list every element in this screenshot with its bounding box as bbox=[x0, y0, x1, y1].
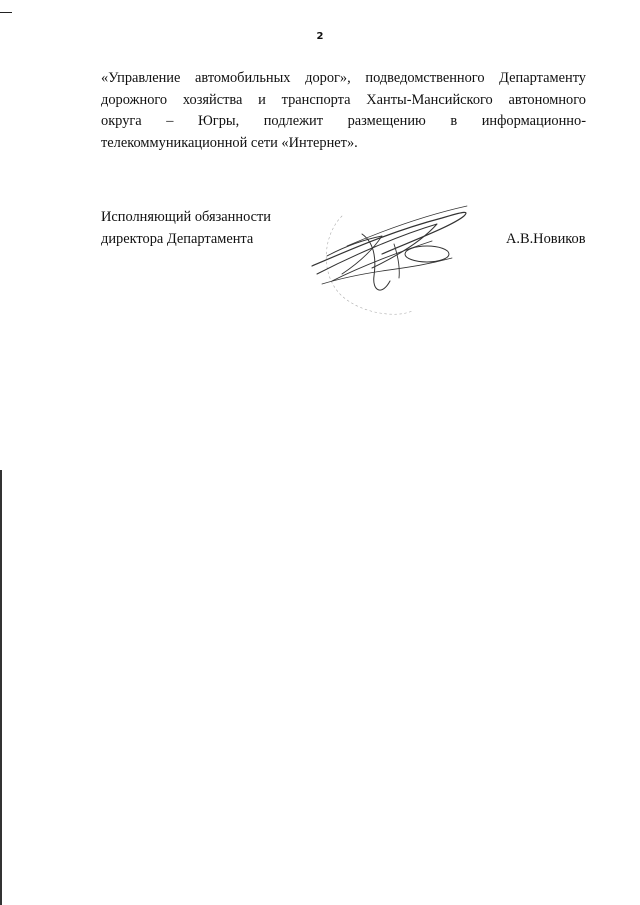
body-paragraph bbox=[101, 68, 586, 154]
handwritten-signature bbox=[302, 196, 482, 322]
body-line: телекоммуникационной сети «Интернет». bbox=[101, 134, 358, 151]
signer-position bbox=[101, 207, 271, 250]
signer-position-line: Исполняющий обязанности bbox=[101, 209, 272, 225]
body-line: «Управление автомобильных дорог», подведомственного Департаменту bbox=[101, 70, 586, 86]
scan-margin-line bbox=[0, 470, 2, 905]
scan-edge-mark bbox=[0, 12, 12, 13]
body-line: округа – Югры, подлежит размещению в информационно- bbox=[101, 113, 586, 129]
page-number: 2 bbox=[316, 31, 324, 42]
signer-name: А.В.Новиков bbox=[506, 231, 586, 247]
body-line: дорожного хозяйства и транспорта Ханты-Мансийского автономного bbox=[101, 91, 586, 108]
signer-position-line: директора Департамента bbox=[101, 230, 254, 247]
